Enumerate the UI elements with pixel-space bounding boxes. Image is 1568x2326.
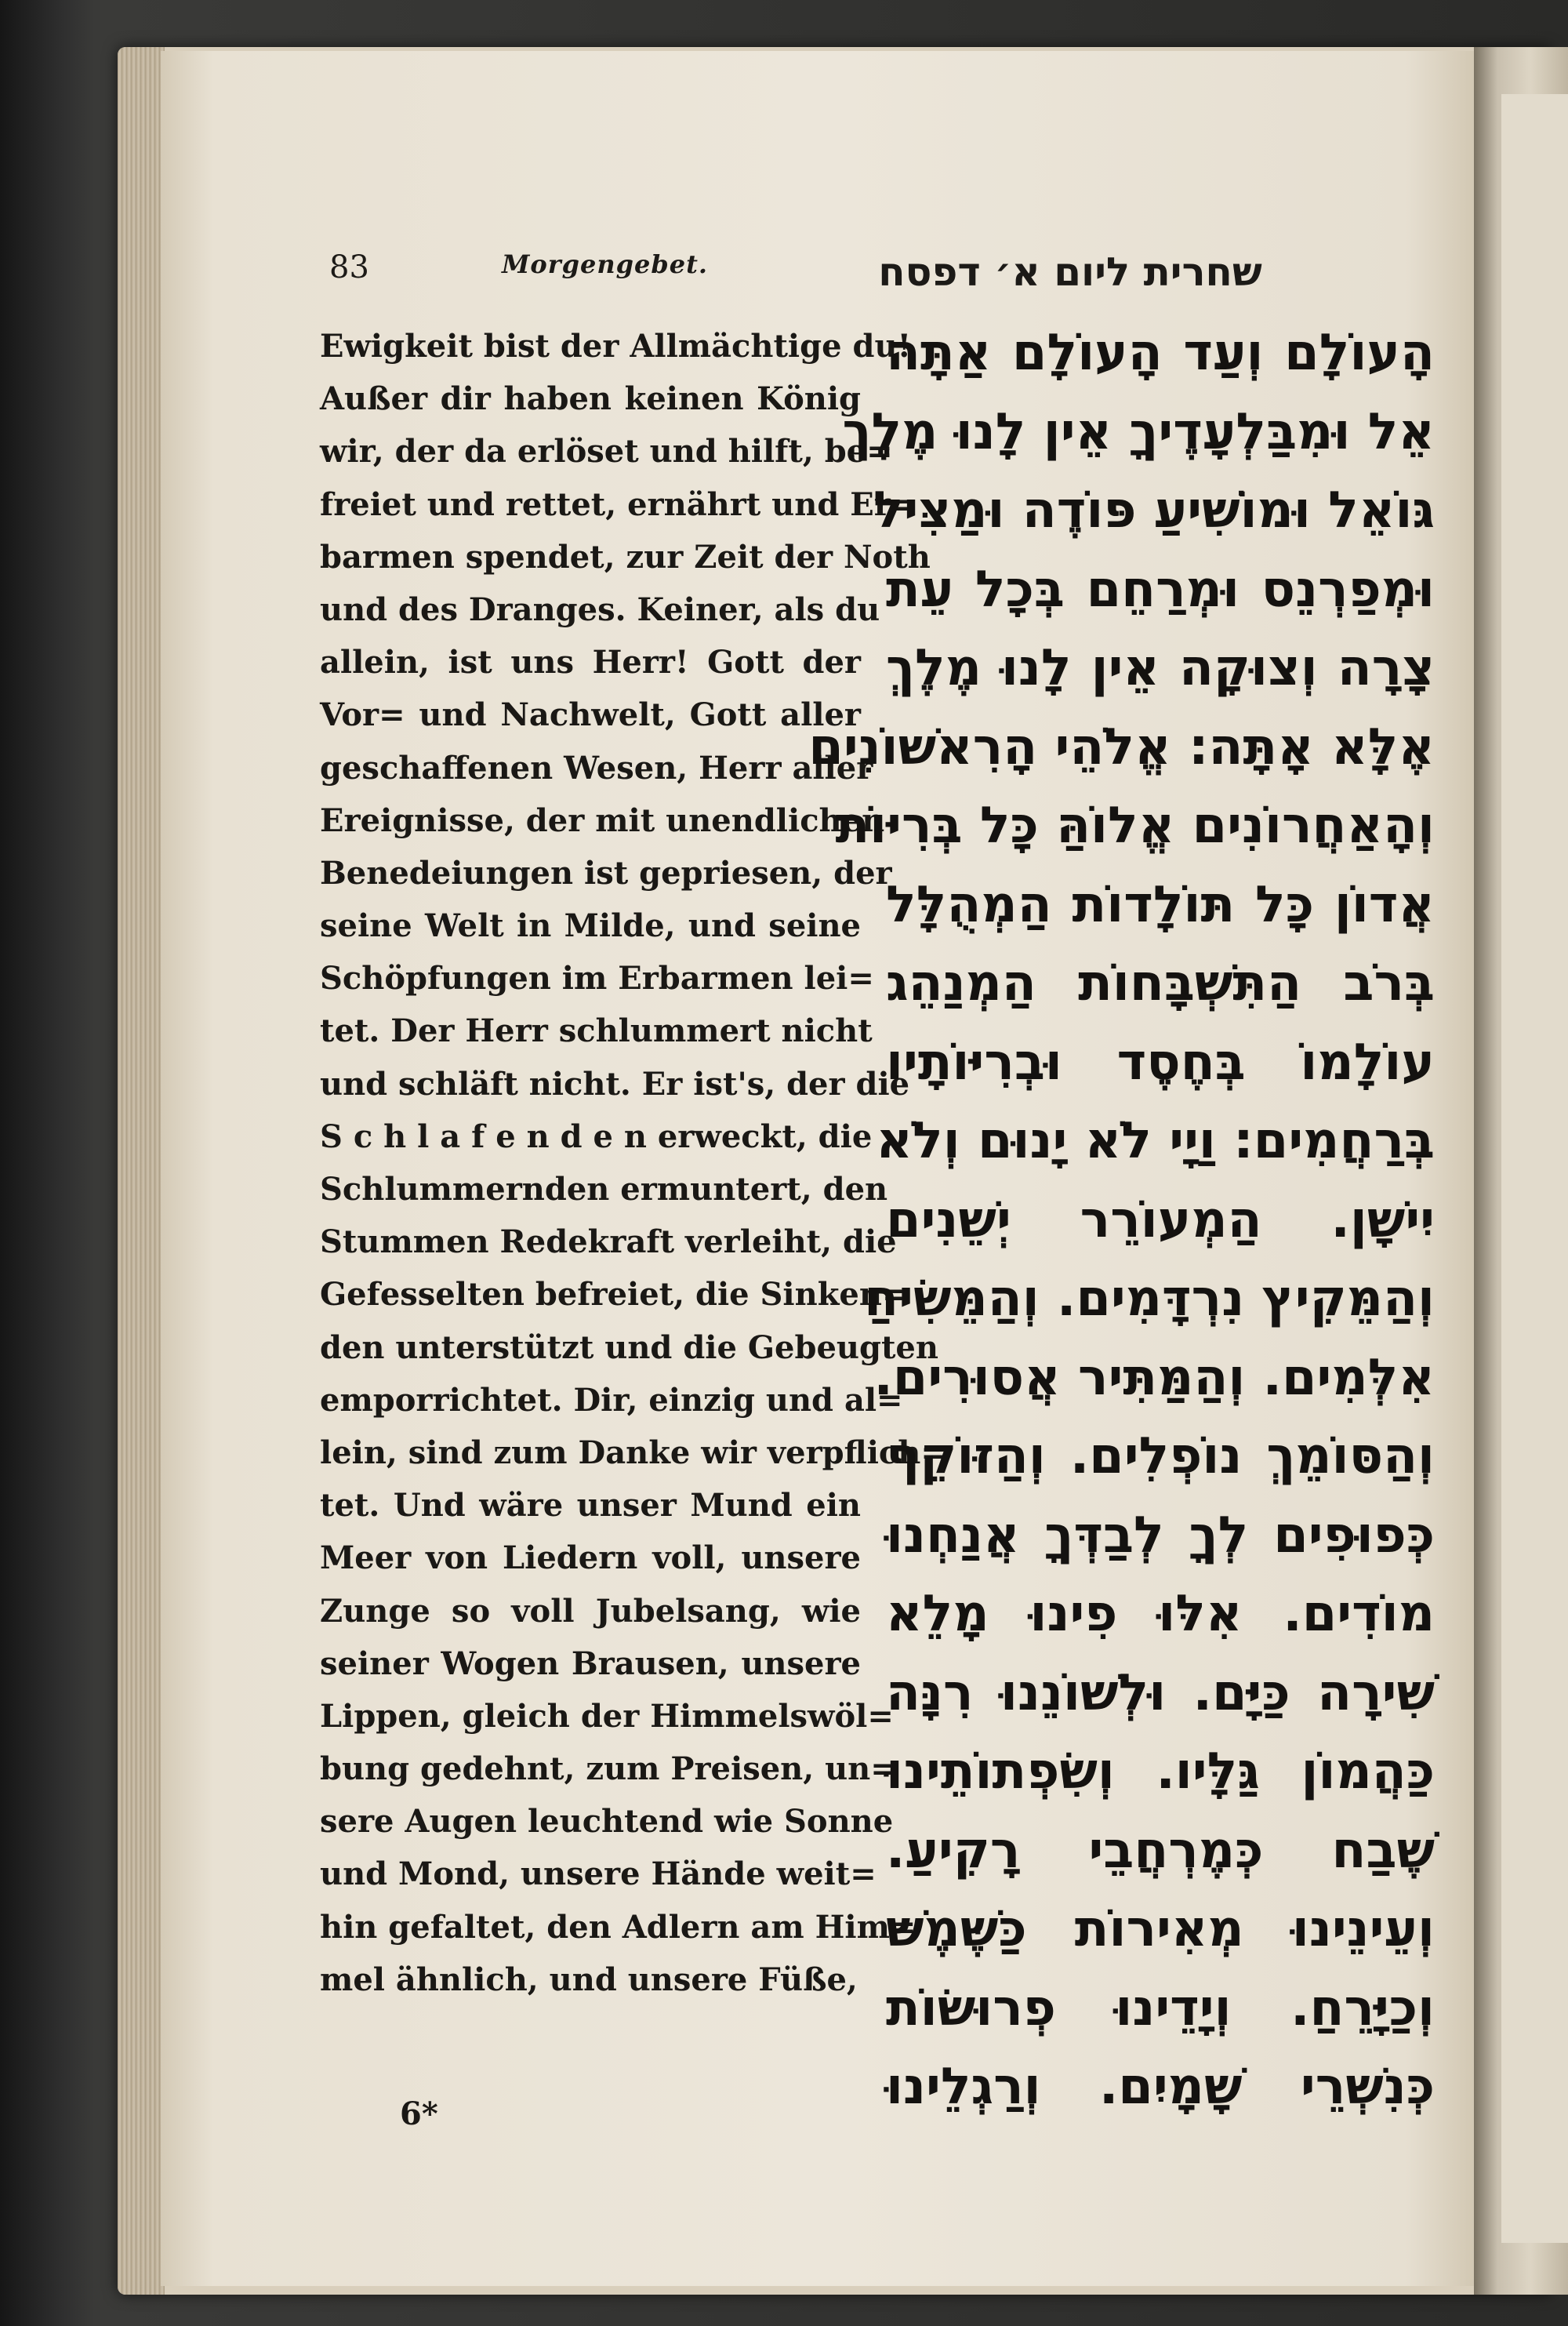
text-line: שֶׁבַח כְּמֶרְחֲבֵי רָקִיעַ. [886, 1821, 1435, 1880]
page-number: 83 [329, 249, 369, 285]
text-line: mel ähnlich, und unsere Füße, [320, 1961, 858, 1998]
text-line: עוֹלָמוֹ בְּחֶסֶד וּבְרִיּוֹתָיו [886, 1033, 1435, 1092]
text-line: אֵל וּמִבַּלְעָדֶיךָ אֵין לָנוּ מֶלֶךְ [842, 402, 1435, 461]
text-line: אֲדוֹן כָּל תּוֹלָדוֹת הַמְהֻלָּל [886, 875, 1435, 934]
text-line: geschaffenen Wesen, Herr aller [320, 749, 873, 787]
running-head: Morgengebet. [502, 249, 709, 279]
text-line: Benedeiungen ist gepriesen, der [320, 854, 892, 892]
text-line: und schläft nicht. Er ist's, der die [320, 1065, 910, 1103]
text-line: Vor= und Nachwelt, Gott aller [320, 696, 861, 734]
text-line: seine Welt in Milde, und seine [320, 907, 861, 945]
text-line: S c h l a f e n d e n erweckt, die [320, 1118, 873, 1155]
text-line: Lippen, gleich der Himmelswöl= [320, 1697, 894, 1735]
text-line: Zunge so voll Jubelsang, wie [320, 1592, 861, 1630]
facing-page-sliver [1501, 94, 1568, 2243]
text-line: וְהַסּוֹמֵךְ נוֹפְלִים. וְהַזּוֹקֵף [886, 1427, 1435, 1485]
text-line: seiner Wogen Brausen, unsere [320, 1645, 861, 1682]
text-line: Stummen Redekraft verleiht, die [320, 1223, 897, 1261]
text-line: Ewigkeit bist der Allmächtige du! [320, 328, 912, 365]
text-line: כַּהֲמוֹן גַּלָּיו. וְשִׂפְתוֹתֵינוּ [886, 1743, 1435, 1801]
text-line: hin gefaltet, den Adlern am Him= [320, 1908, 916, 1946]
text-line: emporrichtet. Dir, einzig und al= [320, 1381, 903, 1419]
text-line: freiet und rettet, ernährt und Er= [320, 485, 917, 523]
text-line: allein, ist uns Herr! Gott der [320, 644, 861, 681]
text-line: tet. Der Herr schlummert nicht [320, 1012, 873, 1050]
text-line: וְכַיָּרֵחַ. וְיָדֵינוּ פְרוּשׂוֹת [886, 1979, 1435, 2037]
text-line: tet. Und wäre unser Mund ein [320, 1487, 861, 1525]
text-line: Gefesselten befreiet, die Sinken= [320, 1276, 909, 1314]
page-edges [118, 47, 165, 2295]
text-line: Meer von Liedern voll, unsere [320, 1539, 861, 1577]
text-line: צָרָה וְצוּקָה אֵין לָנוּ מֶלֶךְ [886, 639, 1435, 697]
text-line: barmen spendet, zur Zeit der Noth [320, 538, 931, 576]
text-line: הָעוֹלָם וְעַד הָעוֹלָם אַתָּה [886, 324, 1435, 382]
hebrew-text-column [808, 314, 1435, 2127]
text-line: כְּפוּפִים לְךָ לְבַדְּךָ אֲנַחְנוּ [886, 1506, 1435, 1565]
text-line: וּמְפַרְנֵס וּמְרַחֵם בְּכָל עֵת [886, 560, 1435, 619]
text-line: lein, sind zum Danke wir verpflich= [320, 1434, 947, 1471]
text-line: בְּרֹב הַתִּשְׁבָּחוֹת הַמְנַהֵג [886, 954, 1435, 1012]
text-line: וְהַמֵּקִיץ נִרְדָּמִים. וְהַמֵּשִׂיחַ [864, 1270, 1435, 1328]
text-line: bung gedehnt, zum Preisen, un= [320, 1750, 897, 1788]
text-line: כְּנִשְׁרֵי שָׁמָיִם. וְרַגְלֵינוּ [886, 2058, 1435, 2116]
text-line: den unterstützt und die Gebeugten [320, 1328, 938, 1366]
text-line: בְּרַחֲמִים: וַיָי לֹא יָנוּם וְלֹא [876, 1112, 1435, 1170]
text-line: Schöpfungen im Erbarmen lei= [320, 960, 874, 998]
text-line: Schlummernden ermuntert, den [320, 1171, 888, 1208]
text-line: אִלְּמִים. וְהַמַּתִּיר אֲסוּרִים. [873, 1348, 1435, 1407]
text-line: וְעֵינֵינוּ מְאִירוֹת כַּשֶּׁמֶשׁ [886, 1900, 1435, 1958]
text-line: wir, der da erlöset und hilft, be= [320, 433, 893, 471]
text-line: Ereignisse, der mit unendlichen [320, 801, 885, 839]
text-line: und Mond, unsere Hände weit= [320, 1855, 877, 1893]
text-line: sere Augen leuchtend wie Sonne [320, 1803, 894, 1841]
text-line: und des Dranges. Keiner, als du [320, 591, 880, 628]
text-line: וְהָאַחֲרוֹנִים אֱלוֹהַּ כָּל בְּרִיּוֹת [835, 797, 1435, 855]
text-line: שִׁירָה כַּיָּם. וּלְשׁוֹנֵנוּ רִנָּה [886, 1663, 1435, 1722]
text-line: Außer dir haben keinen König [320, 380, 861, 418]
hebrew-running-head: שחרית ליום א׳ דפסח [878, 249, 1262, 295]
text-line: גּוֹאֵל וּמוֹשִׁיעַ פּוֹדֶה וּמַצִּיל [873, 482, 1435, 540]
text-line: יִישָׁן. הַמְעוֹרֵר יְשֵׁנִים [886, 1190, 1435, 1249]
signature-mark: 6* [400, 2095, 438, 2132]
facing-page-edge [1474, 47, 1568, 2295]
text-line: מוֹדִים. אִלּוּ פִינוּ מָלֵא [886, 1585, 1435, 1643]
german-text-column [320, 320, 947, 2006]
text-line: אֶלָּא אָתָּה: אֱלֹהֵי הָרִאשׁוֹנִים [808, 718, 1435, 776]
